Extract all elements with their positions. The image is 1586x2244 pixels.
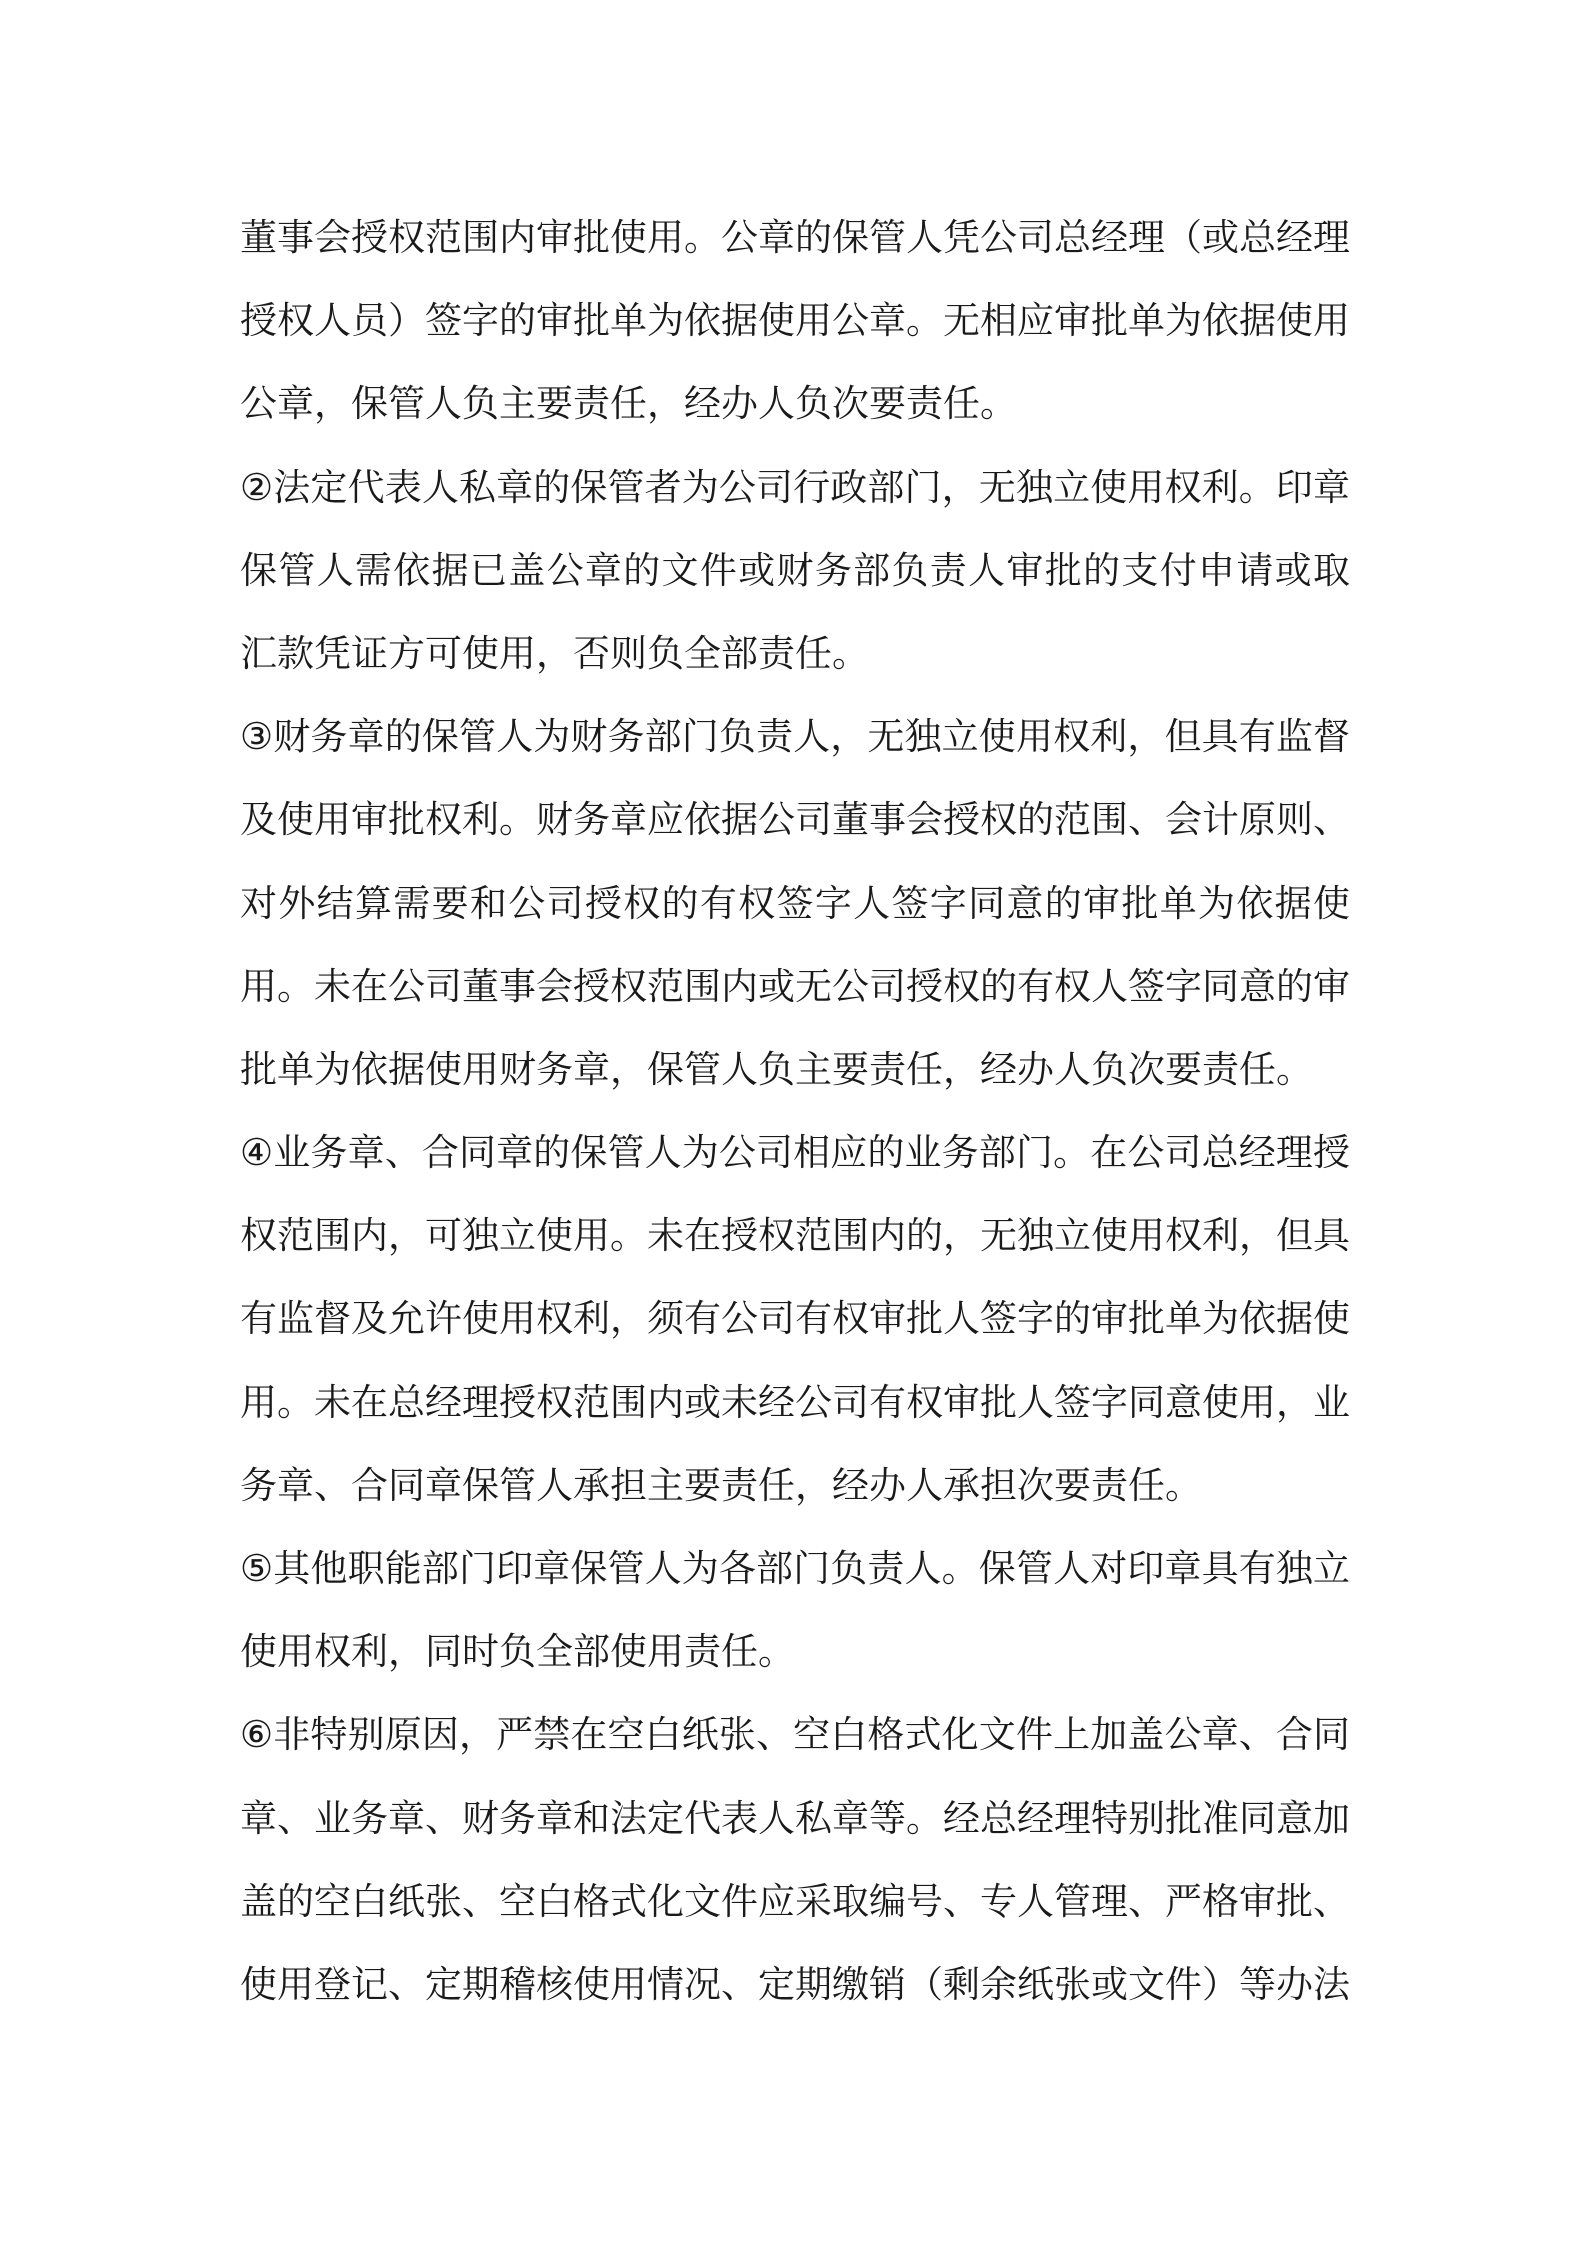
text-line: 用。未在总经理授权范围内或未经公司有权审批人签字同意使用，业	[240, 1380, 1350, 1424]
text-line: 盖的空白纸张、空白格式化文件应采取编号、专人管理、严格审批、	[240, 1879, 1350, 1923]
text-line: 及使用审批权利。财务章应依据公司董事会授权的范围、会计原则、	[240, 798, 1350, 842]
text-line: 董事会授权范围内审批使用。公章的保管人凭公司总经理（或总经理	[240, 216, 1350, 259]
text-line: ⑤其他职能部门印章保管人为各部门负责人。保管人对印章具有独立	[240, 1547, 1350, 1590]
text-line: 对外结算需要和公司授权的有权签字人签字同意的审批单为依据使	[240, 881, 1350, 925]
text-line: ②法定代表人私章的保管者为公司行政部门，无独立使用权利。印章	[240, 465, 1350, 509]
document-body	[240, 196, 1350, 2026]
text-line: 批单为依据使用财务章，保管人负主要责任，经办人负次要责任。	[240, 1047, 1313, 1091]
text-line: 务章、合同章保管人承担主要责任，经办人承担次要责任。	[240, 1463, 1202, 1507]
text-line: 授权人员）签字的审批单为依据使用公章。无相应审批单为依据使用	[240, 299, 1350, 343]
text-line: 使用权利，同时负全部使用责任。	[240, 1630, 795, 1674]
text-line: 汇款凭证方可使用，否则负全部责任。	[240, 631, 869, 675]
text-line: 有监督及允许使用权利，须有公司有权审批人签字的审批单为依据使	[240, 1297, 1350, 1341]
text-line: ⑥非特别原因，严禁在空白纸张、空白格式化文件上加盖公章、合同	[240, 1713, 1350, 1757]
text-line: ③财务章的保管人为财务部门负责人，无独立使用权利，但具有监督	[240, 715, 1350, 759]
text-line: 章、业务章、财务章和法定代表人私章等。经总经理特别批准同意加	[240, 1796, 1350, 1840]
text-line: 用。未在公司董事会授权范围内或无公司授权的有权人签字同意的审	[240, 964, 1350, 1008]
text-line: 使用登记、定期稽核使用情况、定期缴销（剩余纸张或文件）等办法	[240, 1962, 1350, 2006]
text-line: 权范围内，可独立使用。未在授权范围内的，无独立使用权利，但具	[240, 1214, 1350, 1258]
text-line: ④业务章、合同章的保管人为公司相应的业务部门。在公司总经理授	[240, 1131, 1350, 1175]
text-line: 公章，保管人负主要责任，经办人负次要责任。	[240, 382, 1017, 426]
text-line: 保管人需依据已盖公章的文件或财务部负责人审批的支付申请或取	[240, 548, 1350, 592]
